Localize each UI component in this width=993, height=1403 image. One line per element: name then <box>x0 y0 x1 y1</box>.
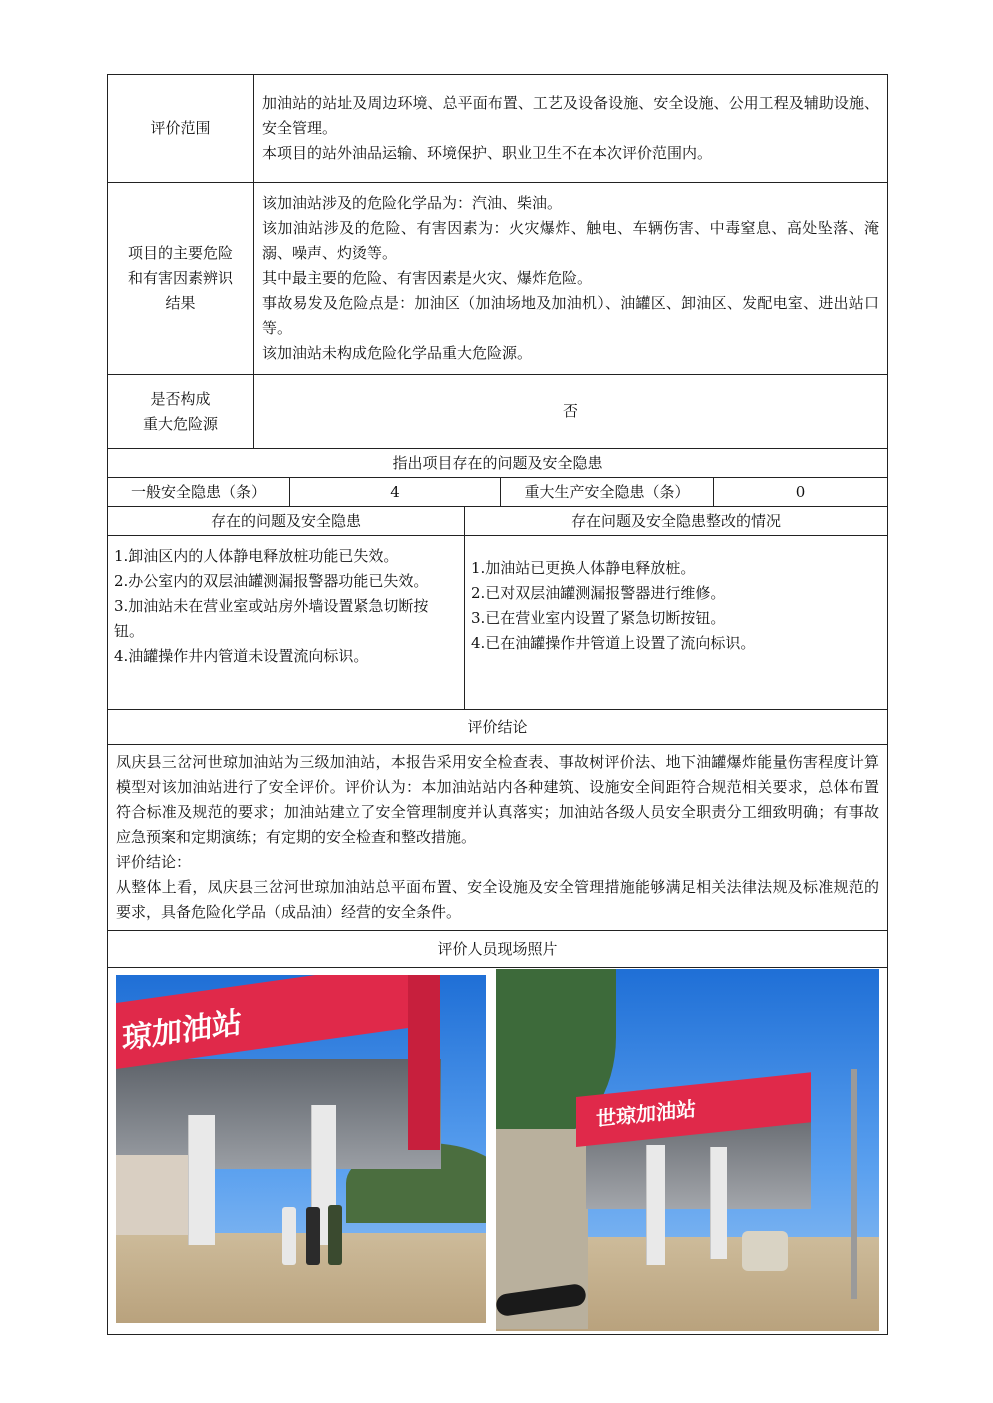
report-page <box>107 74 887 1335</box>
general-hazard-count: 4 <box>290 478 501 507</box>
issues-header-row <box>108 507 888 536</box>
site-photo-left <box>116 975 486 1323</box>
conclusion-content <box>108 745 888 931</box>
scope-line: 加油站的站址及周边环境、总平面布置、工艺及设备设施、安全设施、公用工程及辅助设施、安全管理。 <box>262 94 880 137</box>
van <box>742 1231 788 1271</box>
issue-item: 1.卸油区内的人体静电释放桩功能已失效。 <box>114 547 399 565</box>
problems-title: 指出项目存在的问题及安全隐患 <box>108 449 888 478</box>
hazards-line: 事故易发及危险点是：加油区（加油场地及加油机）、油罐区、卸油区、发配电室、进出站口等。 <box>262 294 880 337</box>
canopy-underside <box>116 1059 441 1169</box>
conclusion-line: 从整体上看，凤庆县三岔河世琼加油站总平面布置、安全设施及安全管理措施能够满足相关法律法规及标准规范的要求，具备危险化学品（成品油）经营的安全条件。 <box>116 878 880 921</box>
issue-item: 4.油罐操作井内管道未设置流向标识。 <box>114 647 369 665</box>
major-hazard-label-line: 是否构成 <box>150 389 211 408</box>
station-sign-text: 琼加油站 <box>122 1005 242 1057</box>
rectify-list <box>465 536 888 710</box>
hazards-line: 该加油站涉及的危险、有害因素为：火灾爆炸、触电、车辆伤害、中毒窒息、高处坠落、淹溺、噪声、灼烫等。 <box>262 219 880 262</box>
hazards-row <box>108 183 888 375</box>
conclusion-row <box>108 745 888 931</box>
pillar <box>710 1147 727 1259</box>
issues-header: 存在的问题及安全隐患 <box>108 507 465 536</box>
evaluation-table <box>107 74 888 1335</box>
issues-content-row <box>108 536 888 710</box>
major-hazard-label-line: 重大危险源 <box>142 414 218 433</box>
conclusion-title: 评价结论 <box>108 710 888 745</box>
conclusion-line: 凤庆县三岔河世琼加油站为三级加油站，本报告采用安全检查表、事故树评价法、地下油罐爆炸能量伤害程度计算模型对该加油站进行了安全评价。评价认为：本加油站站内各种建筑、设施安全间距符合规范相关要求，总体布置符合标准及规范的要求；加油站建立了安全管理制度并认真落实；加油站各级人员安全职责分工细致明确；有事故应急预案和定期演练；有定期的安全检查和整改措施。 <box>116 753 880 846</box>
major-hazard-label <box>108 375 254 449</box>
site-photo-right <box>496 969 879 1331</box>
rectify-item: 4.已在油罐操作井管道上设置了流向标识。 <box>471 634 756 652</box>
scope-content <box>254 75 888 183</box>
building-wall <box>116 1155 188 1235</box>
counts-row <box>108 478 888 507</box>
person <box>282 1207 296 1265</box>
photos-row <box>108 968 888 1335</box>
hazards-line: 其中最主要的危险、有害因素是火灾、爆炸危险。 <box>262 269 593 287</box>
hazards-label-line: 和有害因素辨识 <box>127 269 233 287</box>
canopy-side <box>408 975 440 1150</box>
issues-list <box>108 536 465 710</box>
major-hazard-count: 0 <box>714 478 888 507</box>
hazards-label-line: 结果 <box>165 294 196 312</box>
issue-item: 3.加油站未在营业室或站房外墙设置紧急切断按钮。 <box>114 597 429 640</box>
issue-item: 2.办公室内的双层油罐测漏报警器功能已失效。 <box>114 572 429 590</box>
hazards-label <box>108 183 254 375</box>
major-hazard-count-label: 重大生产安全隐患（条） <box>501 478 714 507</box>
utility-pole <box>851 1069 857 1299</box>
photos-container <box>108 969 886 1333</box>
photos-title: 评价人员现场照片 <box>108 931 888 968</box>
major-hazard-row <box>108 375 888 449</box>
station-sign-text: 世琼加油站 <box>596 1096 696 1131</box>
pillar <box>646 1145 665 1265</box>
rectify-item: 2.已对双层油罐测漏报警器进行维修。 <box>471 584 726 602</box>
person <box>328 1205 342 1265</box>
scope-line: 本项目的站外油品运输、环境保护、职业卫生不在本次评价范围内。 <box>262 144 713 162</box>
rectify-header: 存在问题及安全隐患整改的情况 <box>465 507 888 536</box>
person <box>306 1207 320 1265</box>
rectify-item: 1.加油站已更换人体静电释放桩。 <box>471 559 696 577</box>
general-hazard-label: 一般安全隐患（条） <box>108 478 290 507</box>
major-hazard-value: 否 <box>254 375 888 449</box>
ground <box>116 1233 486 1323</box>
hazards-line: 该加油站未构成危险化学品重大危险源。 <box>262 344 533 362</box>
scope-label: 评价范围 <box>108 75 254 183</box>
photos-title-row <box>108 931 888 968</box>
hazards-label-line: 项目的主要危险 <box>127 244 233 262</box>
pillar <box>188 1115 215 1245</box>
hazards-line: 该加油站涉及的危险化学品为：汽油、柴油。 <box>262 194 563 212</box>
photos-cell <box>108 968 888 1335</box>
scope-row <box>108 75 888 183</box>
hazards-content <box>254 183 888 375</box>
conclusion-title-row <box>108 710 888 745</box>
conclusion-line: 评价结论： <box>116 853 192 871</box>
rectify-item: 3.已在营业室内设置了紧急切断按钮。 <box>471 609 726 627</box>
problems-title-row <box>108 449 888 478</box>
